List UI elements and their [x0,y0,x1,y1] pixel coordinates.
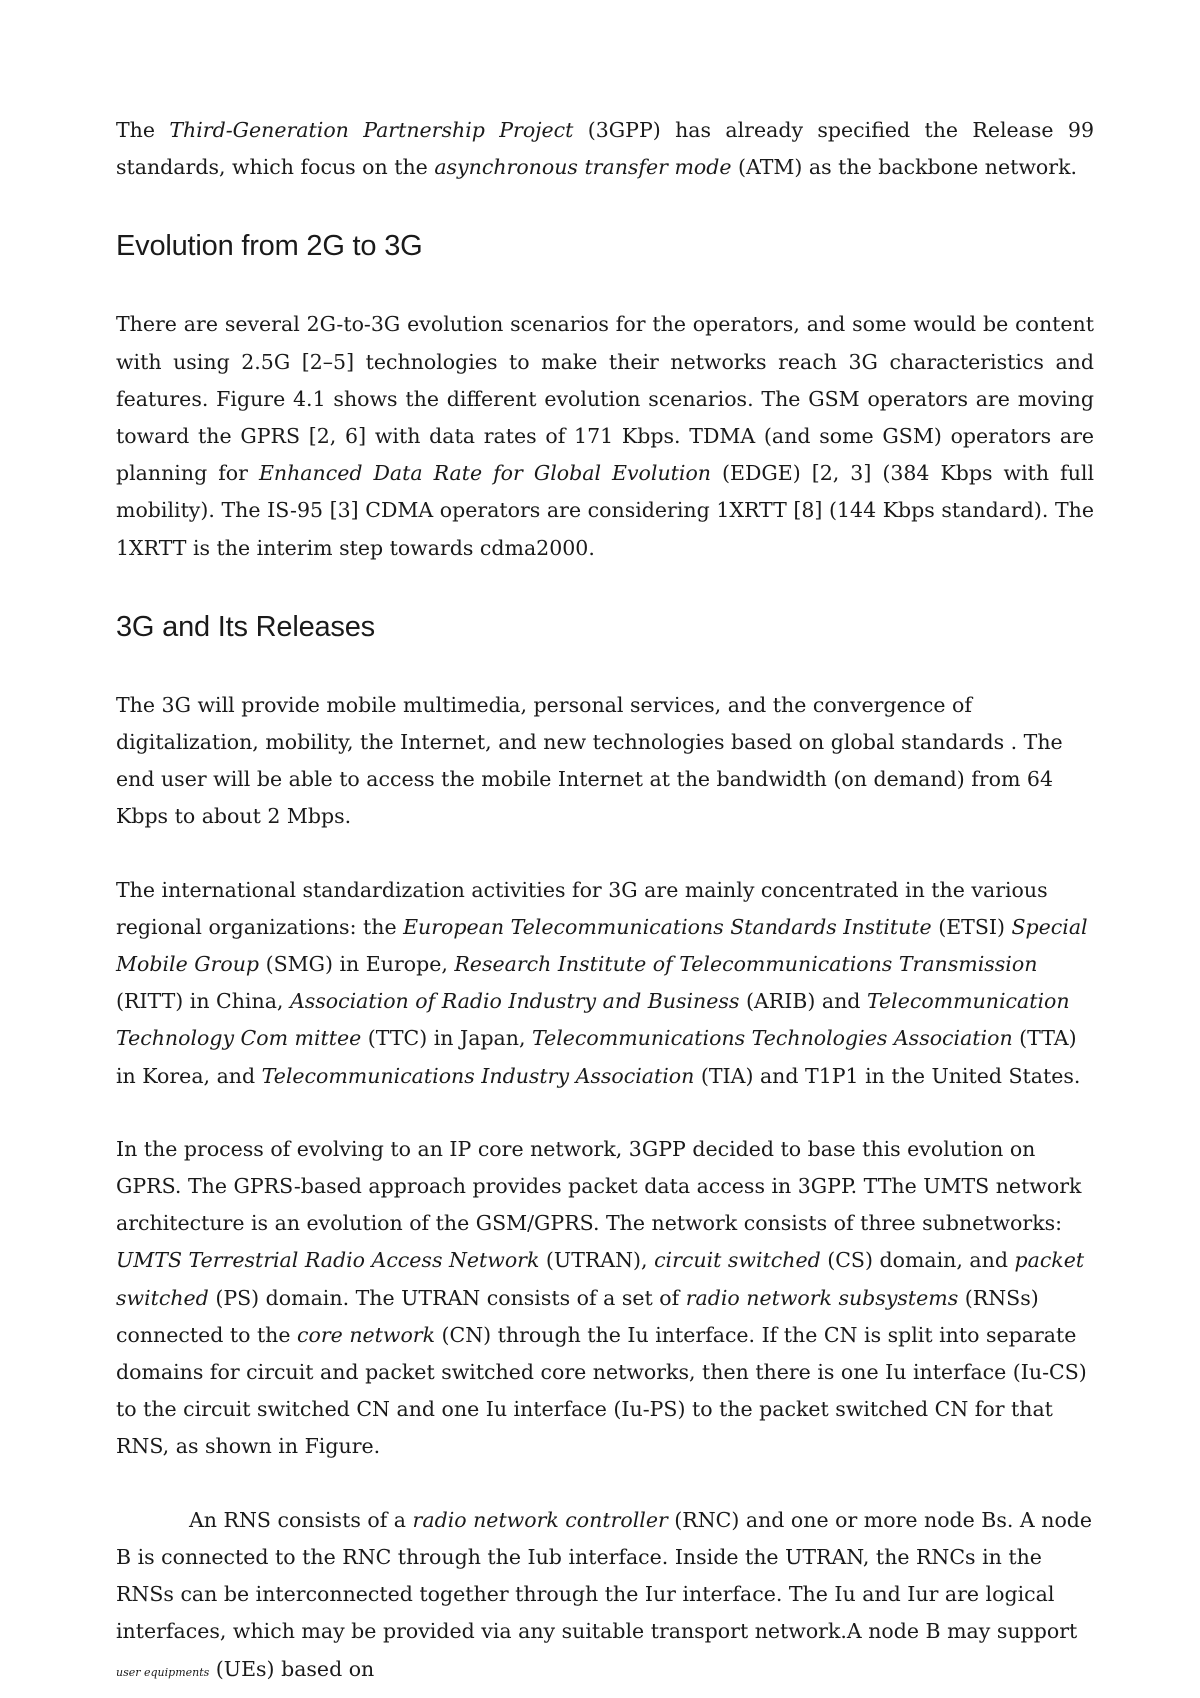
releases-paragraph-2: The international standardization activities for 3G are mainly concentrated in the various regional organizations: the European Telecommunications Standards Institute (ETSI) Special Mobile Group (SMG) in Europe, Research Institute of Telecommunications Transmission (RITT) in China, Association of Radio Industry and Business (ARIB) and Telecommunication Technology Com mittee (TTC) in Japan, Telecommunications Technologies Association (TTA) in Korea, and Telecommunications Industry Association (TIA) and T1P1 in the United States. [116,877,1088,1088]
releases-paragraph-1: The 3G will provide mobile multimedia, personal services, and the convergence of digitalization, mobility, the Internet, and new technologies based on global standards . The end user will be able to access the mobile Internet at the bandwidth (on demand) from 64 Kbps to about 2 Mbps. [116,692,1063,829]
intro-paragraph: The Third-Generation Partnership Project (3GPP) has already specified the Release 99 standards, which focus on the asynchronous transfer mode (ATM) as the backbone network. [116,118,1094,180]
evolution-paragraph: There are several 2G-to-3G evolution scenarios for the operators, and some would be content with using 2.5G [2–5] technologies to make their networks reach 3G characteristics and features. Figure 4.1 shows the different evolution scenarios. The GSM operators are moving toward the GPRS [2, 6] with data rates of 171 Kbps. TDMA (and some GSM) operators are planning for Enhanced Data Rate for Global Evolution (EDGE) [2, 3] (384 Kbps with full mobility). The IS-95 [3] CDMA operators are considering 1XRTT [8] (144 Kbps standard). The 1XRTT is the interim step towards cdma2000. [116,312,1095,560]
section-heading-releases: 3G and Its Releases [116,610,375,643]
section-heading-evolution: Evolution from 2G to 3G [116,230,423,263]
releases-paragraph-4: An RNS consists of a radio network controller (RNC) and one or more node Bs. A node B is connected to the RNC through the Iub interface. Inside the UTRAN, the RNCs in the RNSs can be interconnected together through the Iur interface. The Iu and Iur are logical interfaces, which may be provided via any suitable transport network.A node B may support user equipments (UEs) based on [116,1507,1093,1681]
releases-paragraph-3: In the process of evolving to an IP core network, 3GPP decided to base this evolution on GPRS. The GPRS-based approach provides packet data access in 3GPP. TThe UMTS network architecture is an evolution of the GSM/GPRS. The network consists of three subnetworks: UMTS Terrestrial Radio Access Network (UTRAN), circuit switched (CS) domain, and packet switched (PS) domain. The UTRAN consists of a set of radio network subsystems (RNSs) connected to the core network (CN) through the Iu interface. If the CN is split into separate domains for circuit and packet switched core networks, then there is one Iu interface (Iu-CS) to the circuit switched CN and one Iu interface (Iu-PS) to the packet switched CN for that RNS, as shown in Figure. [116,1136,1087,1459]
document-page [116,112,1094,1691]
